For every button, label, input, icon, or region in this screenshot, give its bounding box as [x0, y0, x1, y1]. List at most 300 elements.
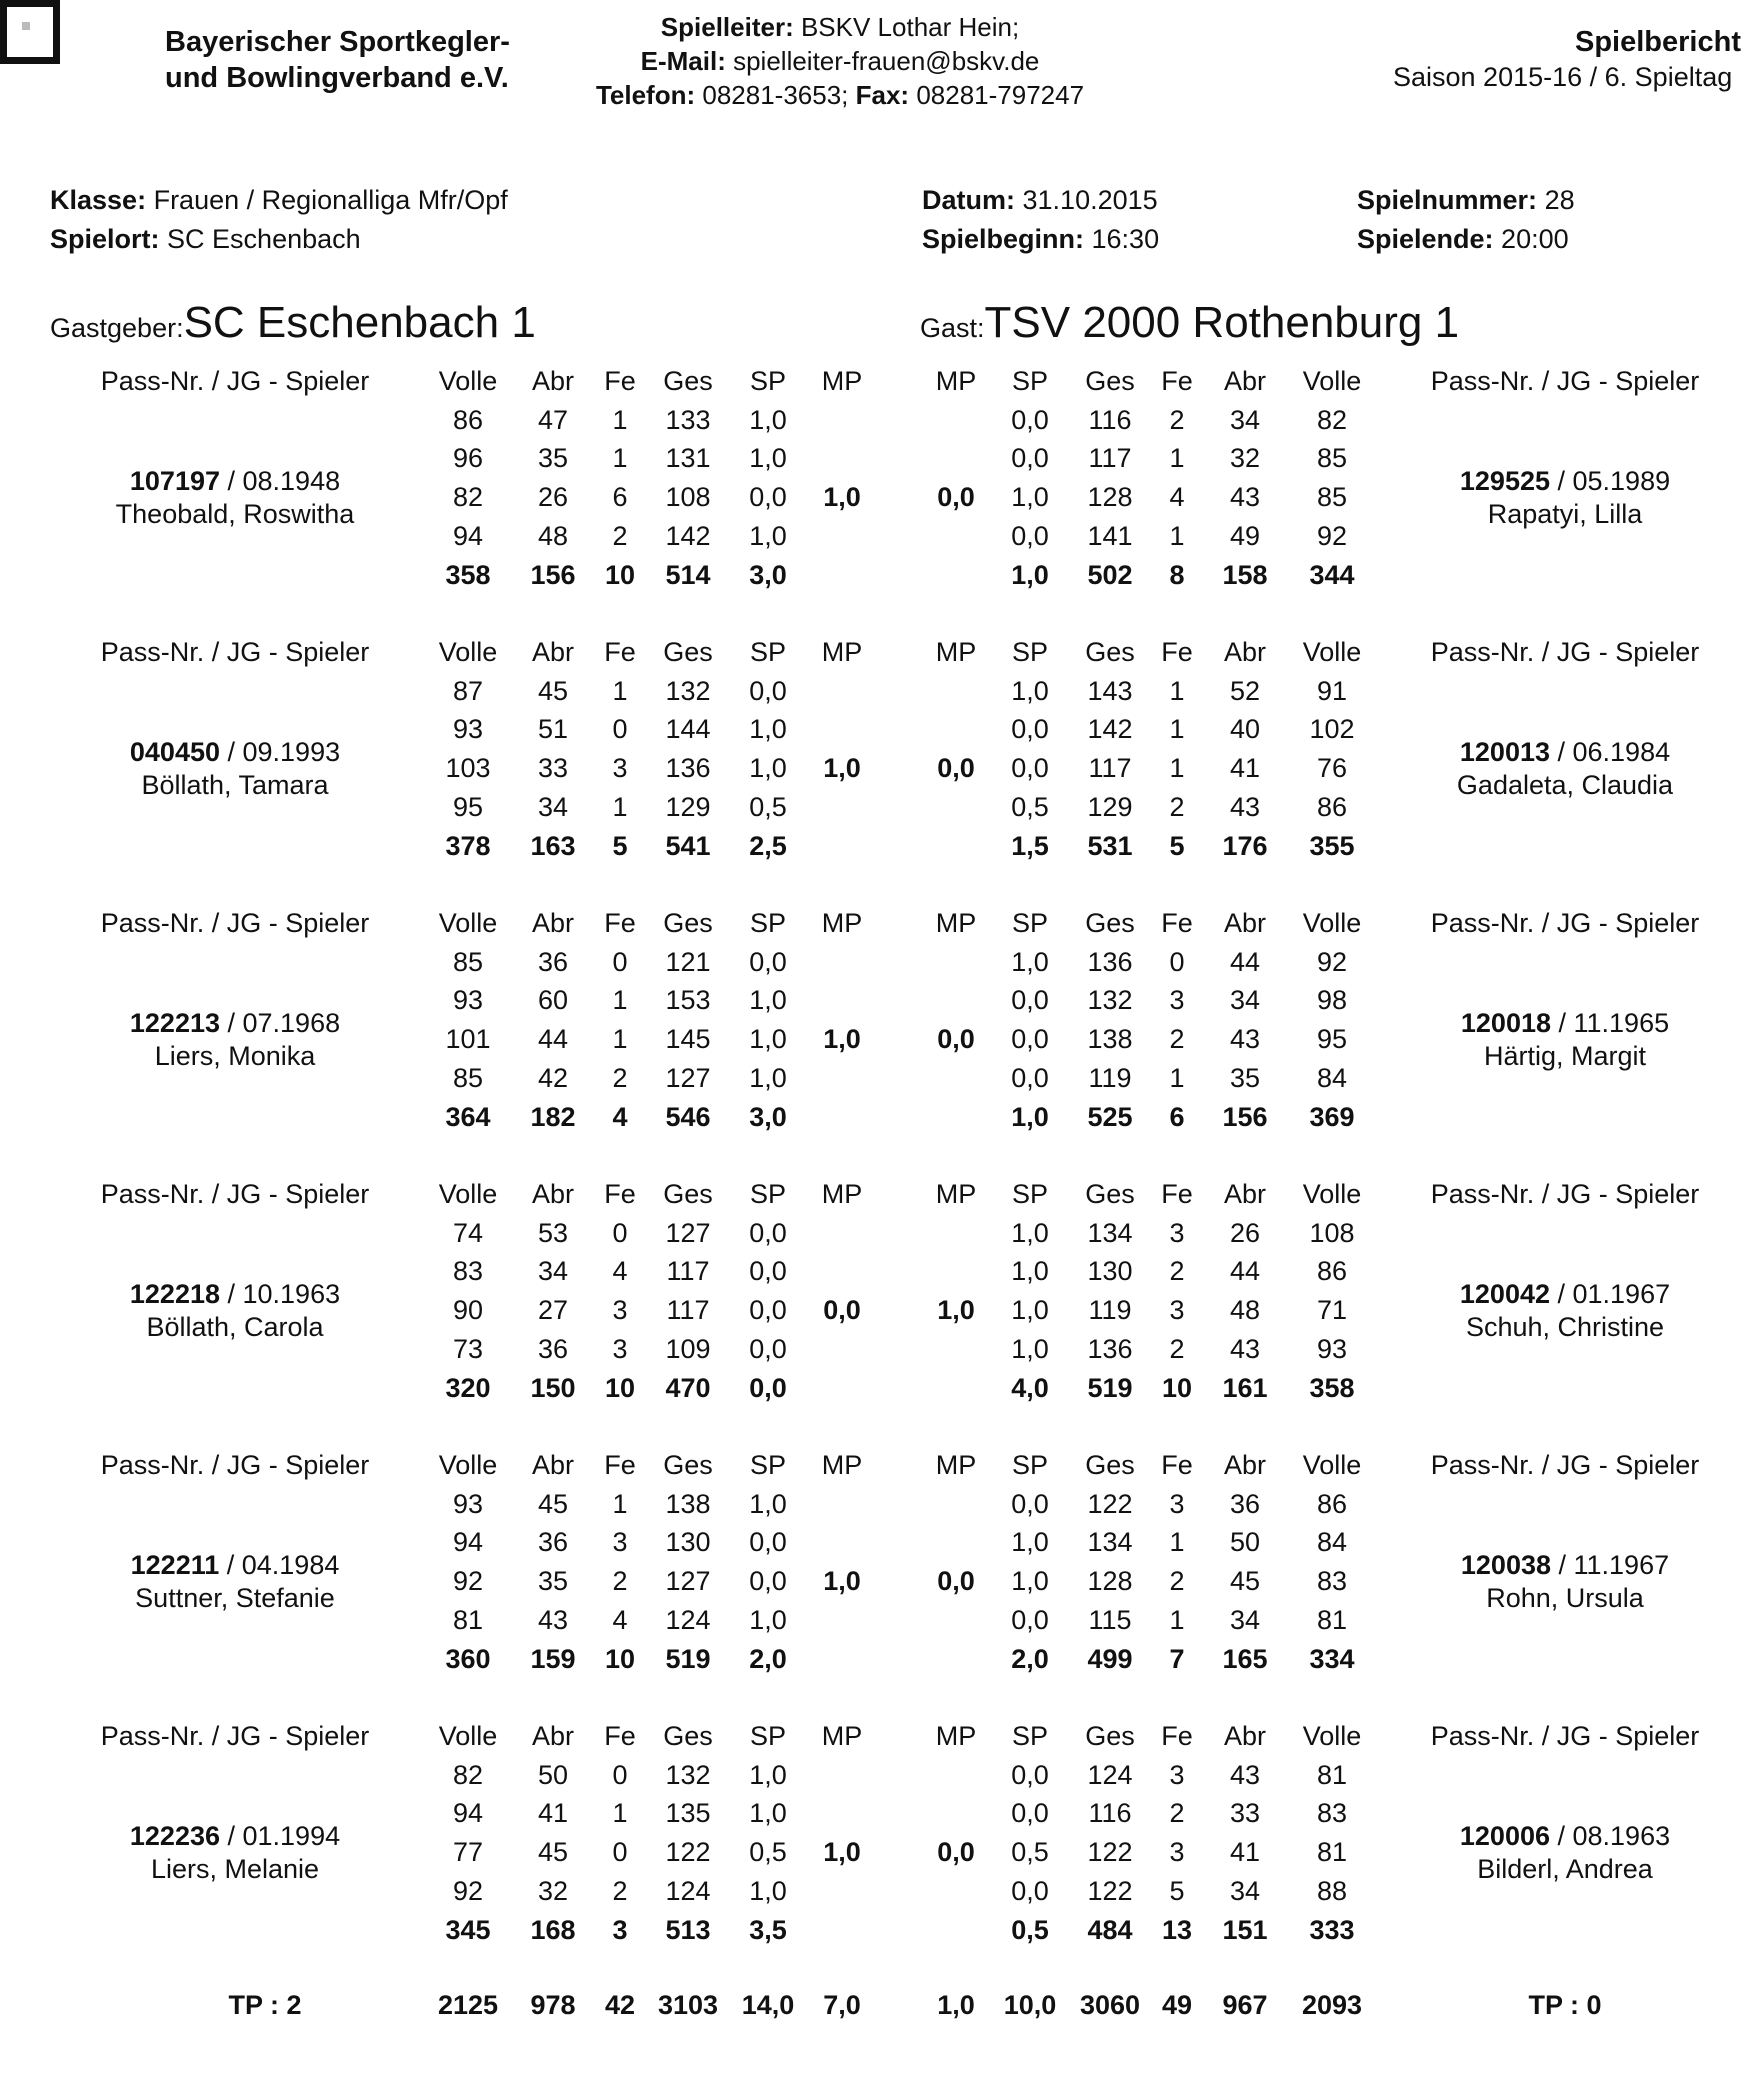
home-score-cell: 101: [445, 1024, 491, 1055]
guest-score-cell: 134: [1087, 1527, 1133, 1558]
home-sp-header: SP: [749, 908, 787, 938]
home-score-cell: 26: [537, 482, 569, 513]
guest-score-cell: 128: [1087, 1566, 1133, 1597]
home-score-cell: 1,0: [749, 1024, 787, 1055]
report-title: Spielbericht: [1575, 26, 1741, 58]
guest-score-cell: 0: [1169, 946, 1185, 977]
guest-score-cell: 108: [1309, 1217, 1355, 1248]
guest-fe-header: Fe: [1161, 908, 1193, 938]
guest-score-cell: 128: [1087, 482, 1133, 513]
home-score-cell: 1: [612, 1488, 628, 1519]
home-score-cell: 124: [665, 1875, 711, 1906]
guest-score-cell: 0,0: [1011, 1875, 1049, 1906]
home-score-cell: 34: [537, 1256, 569, 1287]
home-score-cell: 0,0: [749, 1295, 787, 1326]
home-ges-header: Ges: [663, 908, 713, 938]
home-mp-header: MP: [821, 1721, 863, 1751]
spielbeginn-label: Spielbeginn:: [922, 224, 1084, 254]
spielbeginn-info: [922, 224, 1159, 255]
home-score-cell: 1: [612, 404, 628, 435]
home-pass-number: 122213: [129, 1008, 220, 1038]
home-abr-header: Abr: [531, 366, 575, 396]
guest-score-cell: 0,0: [1011, 714, 1049, 745]
home-score-cell: 35: [537, 1566, 569, 1597]
home-total-cell: 159: [530, 1643, 576, 1674]
guest-total-cell: 531: [1087, 830, 1133, 861]
guest-score-cell: 1: [1169, 753, 1185, 784]
home-fe-header: Fe: [604, 1179, 636, 1209]
guest-score-cell: 3: [1169, 1295, 1185, 1326]
guest-total-cell: 484: [1087, 1914, 1133, 1945]
guest-score-cell: 33: [1229, 1798, 1261, 1829]
home-score-cell: 73: [452, 1333, 484, 1364]
guest-score-cell: 122: [1087, 1488, 1133, 1519]
home-score-cell: 1: [612, 1024, 628, 1055]
home-total-cell: 150: [530, 1372, 576, 1403]
guest-score-cell: 86: [1316, 1488, 1348, 1519]
home-mp-value: 1,0: [823, 753, 861, 784]
guest-score-cell: 119: [1088, 1295, 1132, 1326]
home-score-cell: 138: [665, 1488, 711, 1519]
guest-score-cell: 43: [1229, 1024, 1261, 1055]
guest-total-cell: 1,0: [1011, 559, 1049, 590]
home-score-cell: 144: [665, 714, 711, 745]
home-score-cell: 36: [537, 946, 569, 977]
guest-volle-header: Volle: [1302, 1179, 1362, 1209]
guest-birth-date: / 08.1963: [1550, 1821, 1671, 1851]
home-total-cell: 513: [665, 1914, 711, 1945]
guest-score-cell: 2: [1169, 791, 1185, 822]
home-ges-header: Ges: [663, 1179, 713, 1209]
home-score-cell: 108: [665, 482, 711, 513]
home-score-cell: 3: [612, 1527, 628, 1558]
home-score-cell: 32: [537, 1875, 569, 1906]
guest-score-cell: 130: [1087, 1256, 1133, 1287]
home-player-name: Liers, Monika: [154, 1041, 316, 1071]
home-mp-value: 1,0: [823, 1024, 861, 1055]
guest-score-cell: 85: [1316, 443, 1348, 474]
guest-score-cell: 1: [1169, 714, 1185, 745]
home-total-cell: 2,0: [749, 1643, 787, 1674]
home-score-cell: 0,0: [749, 1333, 787, 1364]
spielleiter-line: [560, 12, 1120, 43]
home-score-cell: 1: [612, 985, 628, 1016]
guest-ges-header: Ges: [1085, 1450, 1135, 1480]
home-volle-header: Volle: [438, 366, 498, 396]
guest-abr-header: Abr: [1223, 1179, 1267, 1209]
host-team: [50, 298, 536, 348]
guest-score-cell: 117: [1088, 753, 1132, 784]
guest-volle-header: Volle: [1302, 366, 1362, 396]
home-score-cell: 121: [665, 946, 711, 977]
email-label: E-Mail:: [640, 46, 726, 76]
guest-score-cell: 52: [1229, 675, 1261, 706]
home-score-cell: 92: [452, 1566, 484, 1597]
guest-pass-header: Pass-Nr. / JG - Spieler: [1430, 1450, 1700, 1480]
guest-score-cell: 35: [1229, 1062, 1261, 1093]
guest-abr-header: Abr: [1223, 366, 1267, 396]
home-score-cell: 1: [612, 675, 628, 706]
home-ges-header: Ges: [663, 366, 713, 396]
guest-pass-header: Pass-Nr. / JG - Spieler: [1430, 1721, 1700, 1751]
home-score-cell: 45: [537, 675, 569, 706]
home-total-cell: 546: [665, 1101, 711, 1132]
home-score-cell: 0: [612, 946, 628, 977]
guest-score-cell: 40: [1229, 714, 1261, 745]
home-score-cell: 53: [537, 1217, 569, 1248]
guest-score-cell: 81: [1316, 1604, 1348, 1635]
home-sp-header: SP: [749, 637, 787, 667]
home-birth-date: / 10.1963: [220, 1279, 341, 1309]
home-score-cell: 34: [537, 791, 569, 822]
guest-score-cell: 1,0: [1011, 946, 1049, 977]
guest-total-cell: 499: [1087, 1643, 1133, 1674]
home-score-cell: 1,0: [749, 520, 787, 551]
guest-score-cell: 92: [1316, 520, 1348, 551]
guest-mp-header: MP: [935, 366, 977, 396]
home-player-name: Böllath, Tamara: [141, 770, 329, 800]
guest-score-cell: 136: [1087, 946, 1133, 977]
guest-score-cell: 0,0: [1011, 985, 1049, 1016]
guest-grand-total: 3060: [1079, 1990, 1141, 2020]
datum-info: [922, 185, 1158, 216]
home-total-cell: 2,5: [749, 830, 787, 861]
home-fe-header: Fe: [604, 1450, 636, 1480]
spielort-label: Spielort:: [50, 224, 160, 254]
guest-score-cell: 124: [1087, 1759, 1133, 1790]
guest-pass-number: 120042: [1459, 1279, 1550, 1309]
guest-player-name: Bilderl, Andrea: [1477, 1854, 1653, 1884]
home-score-cell: 60: [537, 985, 569, 1016]
guest-label: Gast:: [920, 313, 985, 343]
guest-score-cell: 122: [1087, 1875, 1133, 1906]
guest-mp-value: 0,0: [937, 1024, 975, 1055]
home-score-cell: 127: [665, 1566, 711, 1597]
home-total-cell: 378: [445, 830, 491, 861]
home-score-cell: 36: [537, 1527, 569, 1558]
home-birth-date: / 08.1948: [220, 466, 341, 496]
home-volle-header: Volle: [438, 1721, 498, 1751]
home-mp-value: 1,0: [823, 1566, 861, 1597]
home-score-cell: 87: [452, 675, 484, 706]
home-score-cell: 42: [537, 1062, 569, 1093]
home-score-cell: 0,0: [749, 1256, 787, 1287]
guest-fe-header: Fe: [1161, 1721, 1193, 1751]
guest-score-cell: 5: [1169, 1875, 1185, 1906]
home-volle-header: Volle: [438, 908, 498, 938]
home-volle-header: Volle: [438, 637, 498, 667]
home-tp: TP : 2: [228, 1990, 302, 2020]
guest-score-cell: 0,0: [1011, 1798, 1049, 1829]
guest-score-cell: 0,0: [1011, 1759, 1049, 1790]
guest-pass-number: 129525: [1459, 466, 1550, 496]
guest-mp-value: 1,0: [937, 1295, 975, 1326]
guest-score-cell: 1,0: [1011, 675, 1049, 706]
home-fe-header: Fe: [604, 1721, 636, 1751]
spielleiter-label: Spielleiter:: [660, 12, 794, 42]
phone-line: [560, 80, 1120, 111]
home-total-cell: 360: [445, 1643, 491, 1674]
guest-score-cell: 95: [1316, 1024, 1348, 1055]
guest-player-name: Rohn, Ursula: [1486, 1583, 1644, 1613]
guest-abr-header: Abr: [1223, 637, 1267, 667]
guest-score-cell: 49: [1229, 520, 1261, 551]
home-score-cell: 0,0: [749, 946, 787, 977]
home-score-cell: 131: [665, 443, 711, 474]
home-score-cell: 142: [665, 520, 711, 551]
guest-total-cell: 8: [1169, 559, 1185, 590]
guest-mp-value: 0,0: [937, 1837, 975, 1868]
home-score-cell: 1,0: [749, 1604, 787, 1635]
guest-ges-header: Ges: [1085, 1721, 1135, 1751]
guest-score-cell: 2: [1169, 404, 1185, 435]
guest-score-cell: 0,0: [1011, 1604, 1049, 1635]
guest-score-cell: 84: [1316, 1062, 1348, 1093]
guest-player-name: Schuh, Christine: [1465, 1312, 1665, 1342]
home-score-cell: 133: [665, 404, 711, 435]
guest-score-cell: 1,0: [1011, 1566, 1049, 1597]
guest-volle-header: Volle: [1302, 1450, 1362, 1480]
home-score-cell: 81: [452, 1604, 484, 1635]
spielnummer-value: 28: [1544, 185, 1575, 215]
guest-mp-header: MP: [935, 637, 977, 667]
home-pass-number: 122211: [130, 1550, 220, 1580]
home-score-cell: 1,0: [749, 753, 787, 784]
guest-score-cell: 44: [1229, 1256, 1261, 1287]
guest-pass-header: Pass-Nr. / JG - Spieler: [1430, 1179, 1700, 1209]
spielende-info: [1357, 224, 1569, 255]
home-score-cell: 33: [537, 753, 569, 784]
home-score-cell: 6: [612, 482, 628, 513]
guest-score-cell: 0,5: [1011, 791, 1049, 822]
guest-score-cell: 115: [1088, 1604, 1132, 1635]
home-player-name: Liers, Melanie: [150, 1854, 320, 1884]
home-birth-date: / 01.1994: [220, 1821, 341, 1851]
guest-total-cell: 5: [1169, 830, 1185, 861]
home-pass-header: Pass-Nr. / JG - Spieler: [100, 1179, 370, 1209]
home-score-cell: 35: [537, 443, 569, 474]
guest-score-cell: 81: [1316, 1837, 1348, 1868]
guest-score-cell: 2: [1169, 1798, 1185, 1829]
guest-score-cell: 143: [1087, 675, 1133, 706]
guest-score-cell: 76: [1316, 753, 1348, 784]
home-score-cell: 129: [665, 791, 711, 822]
home-score-cell: 0,0: [749, 1527, 787, 1558]
home-score-cell: 3: [612, 1295, 628, 1326]
guest-mp-header: MP: [935, 1179, 977, 1209]
guest-score-cell: 0,0: [1011, 520, 1049, 551]
guest-total-cell: 519: [1087, 1372, 1133, 1403]
home-total-cell: 10: [604, 1372, 636, 1403]
home-pass-header: Pass-Nr. / JG - Spieler: [100, 637, 370, 667]
home-score-cell: 2: [612, 1566, 628, 1597]
home-score-cell: 51: [537, 714, 569, 745]
home-total-cell: 358: [445, 559, 491, 590]
guest-score-cell: 1: [1169, 443, 1185, 474]
guest-sp-header: SP: [1011, 908, 1049, 938]
guest-score-cell: 116: [1088, 1798, 1132, 1829]
home-score-cell: 93: [452, 714, 484, 745]
guest-birth-date: / 06.1984: [1550, 737, 1671, 767]
guest-abr-header: Abr: [1223, 1450, 1267, 1480]
home-score-cell: 85: [452, 1062, 484, 1093]
home-score-cell: 0,0: [749, 675, 787, 706]
guest-score-cell: 132: [1087, 985, 1133, 1016]
home-pass-header: Pass-Nr. / JG - Spieler: [100, 1450, 370, 1480]
home-score-cell: 47: [537, 404, 569, 435]
guest-score-cell: 43: [1229, 1333, 1261, 1364]
home-total-cell: 470: [665, 1372, 711, 1403]
home-mp-header: MP: [821, 637, 863, 667]
klasse-info: [50, 185, 508, 216]
home-pass-number: 040450: [129, 737, 220, 767]
email-line: [560, 46, 1120, 77]
home-player-name: Theobald, Roswitha: [115, 499, 355, 529]
guest-player-name: Rapatyi, Lilla: [1487, 499, 1643, 529]
guest-pass-header: Pass-Nr. / JG - Spieler: [1430, 908, 1700, 938]
home-volle-header: Volle: [438, 1450, 498, 1480]
guest-score-cell: 122: [1087, 1837, 1133, 1868]
guest-score-cell: 43: [1229, 1759, 1261, 1790]
guest-score-cell: 3: [1169, 1759, 1185, 1790]
guest-abr-header: Abr: [1223, 1721, 1267, 1751]
guest-total-cell: 156: [1222, 1101, 1268, 1132]
guest-player-name: Gadaleta, Claudia: [1456, 770, 1674, 800]
guest-score-cell: 88: [1316, 1875, 1348, 1906]
guest-score-cell: 0,0: [1011, 443, 1049, 474]
guest-score-cell: 86: [1316, 1256, 1348, 1287]
home-score-cell: 124: [665, 1604, 711, 1635]
home-abr-header: Abr: [531, 1179, 575, 1209]
guest-score-cell: 44: [1229, 946, 1261, 977]
home-total-cell: 541: [665, 830, 711, 861]
guest-total-cell: 355: [1309, 830, 1355, 861]
home-total-cell: 345: [445, 1914, 491, 1945]
home-score-cell: 82: [452, 482, 484, 513]
guest-birth-date: / 05.1989: [1550, 466, 1671, 496]
home-player-info: [55, 736, 415, 802]
guest-score-cell: 41: [1229, 753, 1261, 784]
fax-label: Fax:: [855, 80, 910, 110]
guest-fe-header: Fe: [1161, 637, 1193, 667]
spielort-value: SC Eschenbach: [167, 224, 361, 254]
home-score-cell: 1,0: [749, 714, 787, 745]
home-pass-number: 122218: [129, 1279, 220, 1309]
guest-mp-value: 0,0: [937, 482, 975, 513]
guest-player-name: Härtig, Margit: [1483, 1041, 1647, 1071]
klasse-value: Frauen / Regionalliga Mfr/Opf: [153, 185, 508, 215]
guest-total-cell: 4,0: [1011, 1372, 1049, 1403]
home-abr-header: Abr: [531, 637, 575, 667]
guest-score-cell: 1,0: [1011, 1527, 1049, 1558]
guest-sp-header: SP: [1011, 1721, 1049, 1751]
guest-name: TSV 2000 Rothenburg 1: [984, 298, 1460, 347]
guest-score-cell: 0,0: [1011, 753, 1049, 784]
home-score-cell: 0,0: [749, 482, 787, 513]
home-score-cell: 4: [612, 1256, 628, 1287]
home-ges-header: Ges: [663, 1721, 713, 1751]
guest-birth-date: / 01.1967: [1550, 1279, 1671, 1309]
home-grand-total: 3103: [657, 1990, 719, 2020]
guest-player-info: [1385, 1278, 1745, 1344]
guest-score-cell: 1,0: [1011, 1333, 1049, 1364]
guest-score-cell: 1: [1169, 1062, 1185, 1093]
home-pass-number: 122236: [129, 1821, 220, 1851]
guest-score-cell: 71: [1316, 1295, 1348, 1326]
home-score-cell: 0,5: [749, 1837, 787, 1868]
home-score-cell: 3: [612, 1333, 628, 1364]
spielleiter-value: BSKV Lothar Hein;: [800, 12, 1020, 42]
guest-score-cell: 81: [1316, 1759, 1348, 1790]
guest-score-cell: 86: [1316, 791, 1348, 822]
home-total-cell: 182: [530, 1101, 576, 1132]
home-total-cell: 514: [665, 559, 711, 590]
spielbeginn-value: 16:30: [1091, 224, 1160, 254]
home-player-info: [55, 465, 415, 531]
home-total-cell: 519: [665, 1643, 711, 1674]
guest-player-info: [1385, 1549, 1745, 1615]
guest-total-cell: 0,5: [1011, 1914, 1049, 1945]
home-score-cell: 36: [537, 1333, 569, 1364]
guest-score-cell: 129: [1087, 791, 1133, 822]
guest-mp-value: 0,0: [937, 753, 975, 784]
home-score-cell: 117: [666, 1256, 710, 1287]
home-mp-header: MP: [821, 1450, 863, 1480]
guest-score-cell: 1: [1169, 675, 1185, 706]
guest-score-cell: 34: [1229, 1604, 1261, 1635]
home-total-cell: 156: [530, 559, 576, 590]
datum-value: 31.10.2015: [1022, 185, 1158, 215]
home-mp-header: MP: [821, 1179, 863, 1209]
home-abr-header: Abr: [531, 1450, 575, 1480]
guest-score-cell: 136: [1087, 1333, 1133, 1364]
guest-volle-header: Volle: [1302, 1721, 1362, 1751]
guest-pass-number: 120018: [1460, 1008, 1551, 1038]
home-score-cell: 135: [665, 1798, 711, 1829]
guest-fe-header: Fe: [1161, 366, 1193, 396]
home-score-cell: 82: [452, 1759, 484, 1790]
guest-score-cell: 1: [1169, 520, 1185, 551]
guest-total-cell: 13: [1161, 1914, 1193, 1945]
guest-total-cell: 161: [1222, 1372, 1268, 1403]
home-grand-total: 42: [604, 1990, 636, 2020]
guest-score-cell: 2: [1169, 1256, 1185, 1287]
home-score-cell: 1,0: [749, 985, 787, 1016]
home-score-cell: 127: [665, 1062, 711, 1093]
home-score-cell: 2: [612, 1062, 628, 1093]
home-abr-header: Abr: [531, 908, 575, 938]
guest-total-cell: 344: [1309, 559, 1355, 590]
org-name-line1: Bayerischer Sportkegler-: [165, 26, 510, 58]
home-total-cell: 4: [612, 1101, 628, 1132]
guest-score-cell: 0,5: [1011, 1837, 1049, 1868]
home-score-cell: 86: [452, 404, 484, 435]
guest-fe-header: Fe: [1161, 1450, 1193, 1480]
home-score-cell: 94: [452, 1527, 484, 1558]
home-score-cell: 95: [452, 791, 484, 822]
guest-score-cell: 134: [1087, 1217, 1133, 1248]
home-grand-total: 2125: [437, 1990, 499, 2020]
home-mp-value: 0,0: [823, 1295, 861, 1326]
home-grand-total: 7,0: [823, 1990, 861, 2020]
home-score-cell: 1: [612, 443, 628, 474]
home-score-cell: 1,0: [749, 1488, 787, 1519]
email-value[interactable]: spielleiter-frauen@bskv.de: [733, 46, 1040, 76]
guest-player-info: [1385, 465, 1745, 531]
home-abr-header: Abr: [531, 1721, 575, 1751]
guest-score-cell: 0,0: [1011, 1062, 1049, 1093]
guest-total-cell: 502: [1087, 559, 1133, 590]
